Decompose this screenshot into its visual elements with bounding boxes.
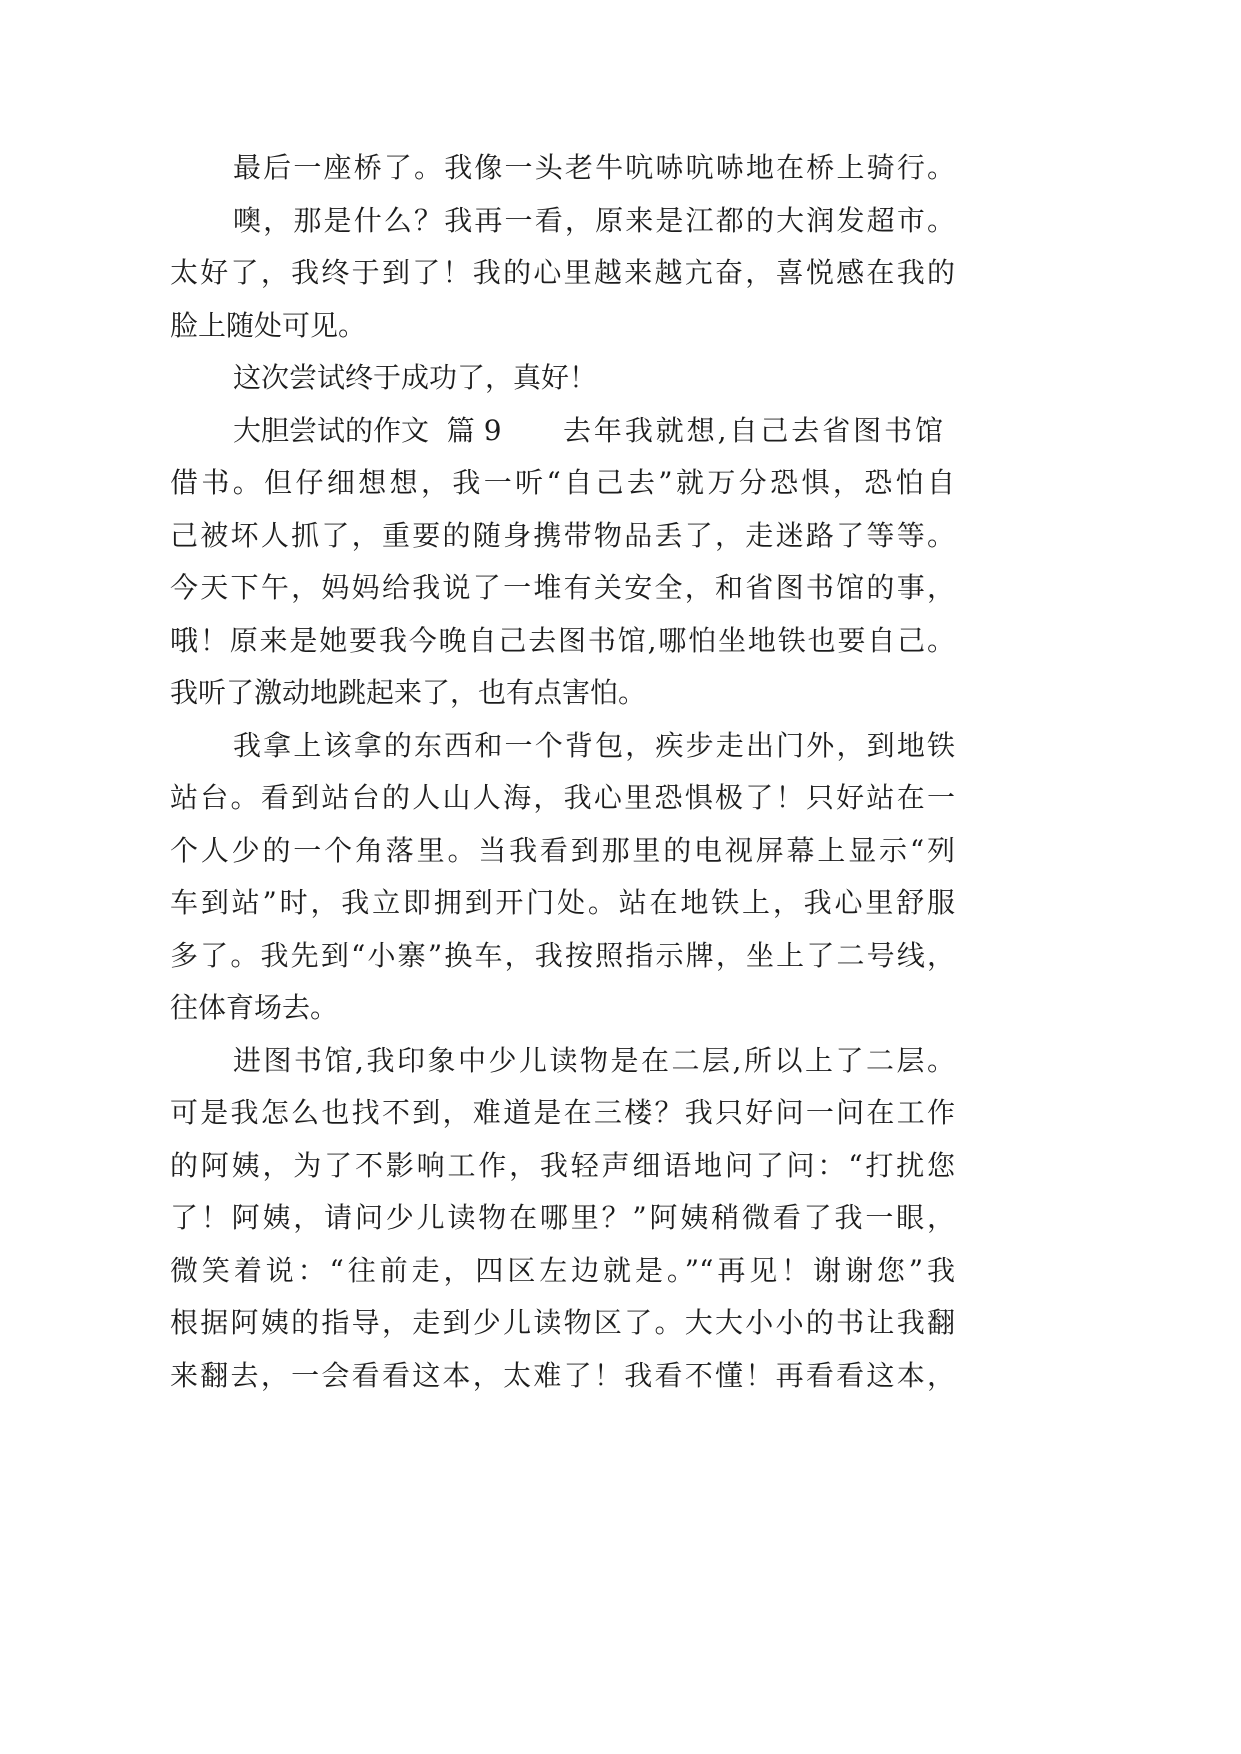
text-line: 了！阿姨，请问少儿读物在哪里？”阿姨稍微看了我一眼， — [170, 1201, 955, 1234]
text-line: 来翻去，一会看看这本，太难了！我看不懂！再看看这本， — [170, 1358, 955, 1392]
text-line: 多了。我先到“小寨”换车，我按照指示牌，坐上了二号线， — [170, 938, 955, 972]
body-text — [170, 142, 955, 1402]
text-line: 这次尝试终于成功了，真好！ — [233, 361, 598, 394]
text-line: 最后一座桥了。我像一头老牛吭哧吭哧地在桥上骑行。 — [233, 151, 955, 184]
paragraph — [170, 405, 955, 720]
text-line: 根据阿姨的指导，走到少儿读物区了。大大小小的书让我翻 — [170, 1306, 955, 1339]
paragraph — [170, 142, 955, 195]
text-line: 往体育场去。 — [170, 991, 339, 1024]
paragraph — [170, 352, 955, 405]
text-line: 哦！原来是她要我今晚自己去图书馆,哪怕坐地铁也要自己。 — [170, 623, 955, 657]
text-line: 噢，那是什么？我再一看，原来是江都的大润发超市。 — [233, 203, 955, 237]
text-line: 我拿上该拿的东西和一个背包，疾步走出门外，到地铁 — [233, 728, 955, 762]
text-line: 借书。但仔细想想，我一听“自己去”就万分恐惧，恐怕自 — [170, 466, 955, 499]
text-line: 进图书馆,我印象中少儿读物是在二层,所以上了二层。 — [233, 1043, 955, 1077]
text-line: 微笑着说：“往前走，四区左边就是。”“再见！谢谢您”我 — [170, 1253, 955, 1287]
text-line: 太好了，我终于到了！我的心里越来越亢奋，喜悦感在我的 — [170, 256, 955, 289]
text-line: 站台。看到站台的人山人海，我心里恐惧极了！只好站在一 — [170, 781, 955, 814]
text-line — [170, 405, 955, 458]
text-line: 个人少的一个角落里。当我看到那里的电视屏幕上显示“列 — [170, 833, 955, 867]
text-line: 己被坏人抓了，重要的随身携带物品丢了，走迷路了等等。 — [170, 518, 955, 552]
paragraph — [170, 720, 955, 1035]
section-heading: 大胆尝试的作文 篇 9 — [233, 413, 502, 447]
text-line: 可是我怎么也找不到，难道是在三楼？我只好问一问在工作 — [170, 1096, 955, 1129]
paragraph — [170, 1035, 955, 1403]
text-line-segment: 去年我就想,自己去省图书馆 — [563, 413, 943, 447]
text-line: 今天下午，妈妈给我说了一堆有关安全，和省图书馆的事， — [170, 571, 955, 604]
text-line: 我听了激动地跳起来了，也有点害怕。 — [170, 676, 647, 709]
text-line: 脸上随处可见。 — [170, 308, 367, 342]
text-line: 的阿姨，为了不影响工作，我轻声细语地问了问：“打扰您 — [170, 1148, 955, 1182]
paragraph — [170, 195, 955, 353]
text-line: 车到站”时，我立即拥到开门处。站在地铁上，我心里舒服 — [170, 886, 955, 919]
